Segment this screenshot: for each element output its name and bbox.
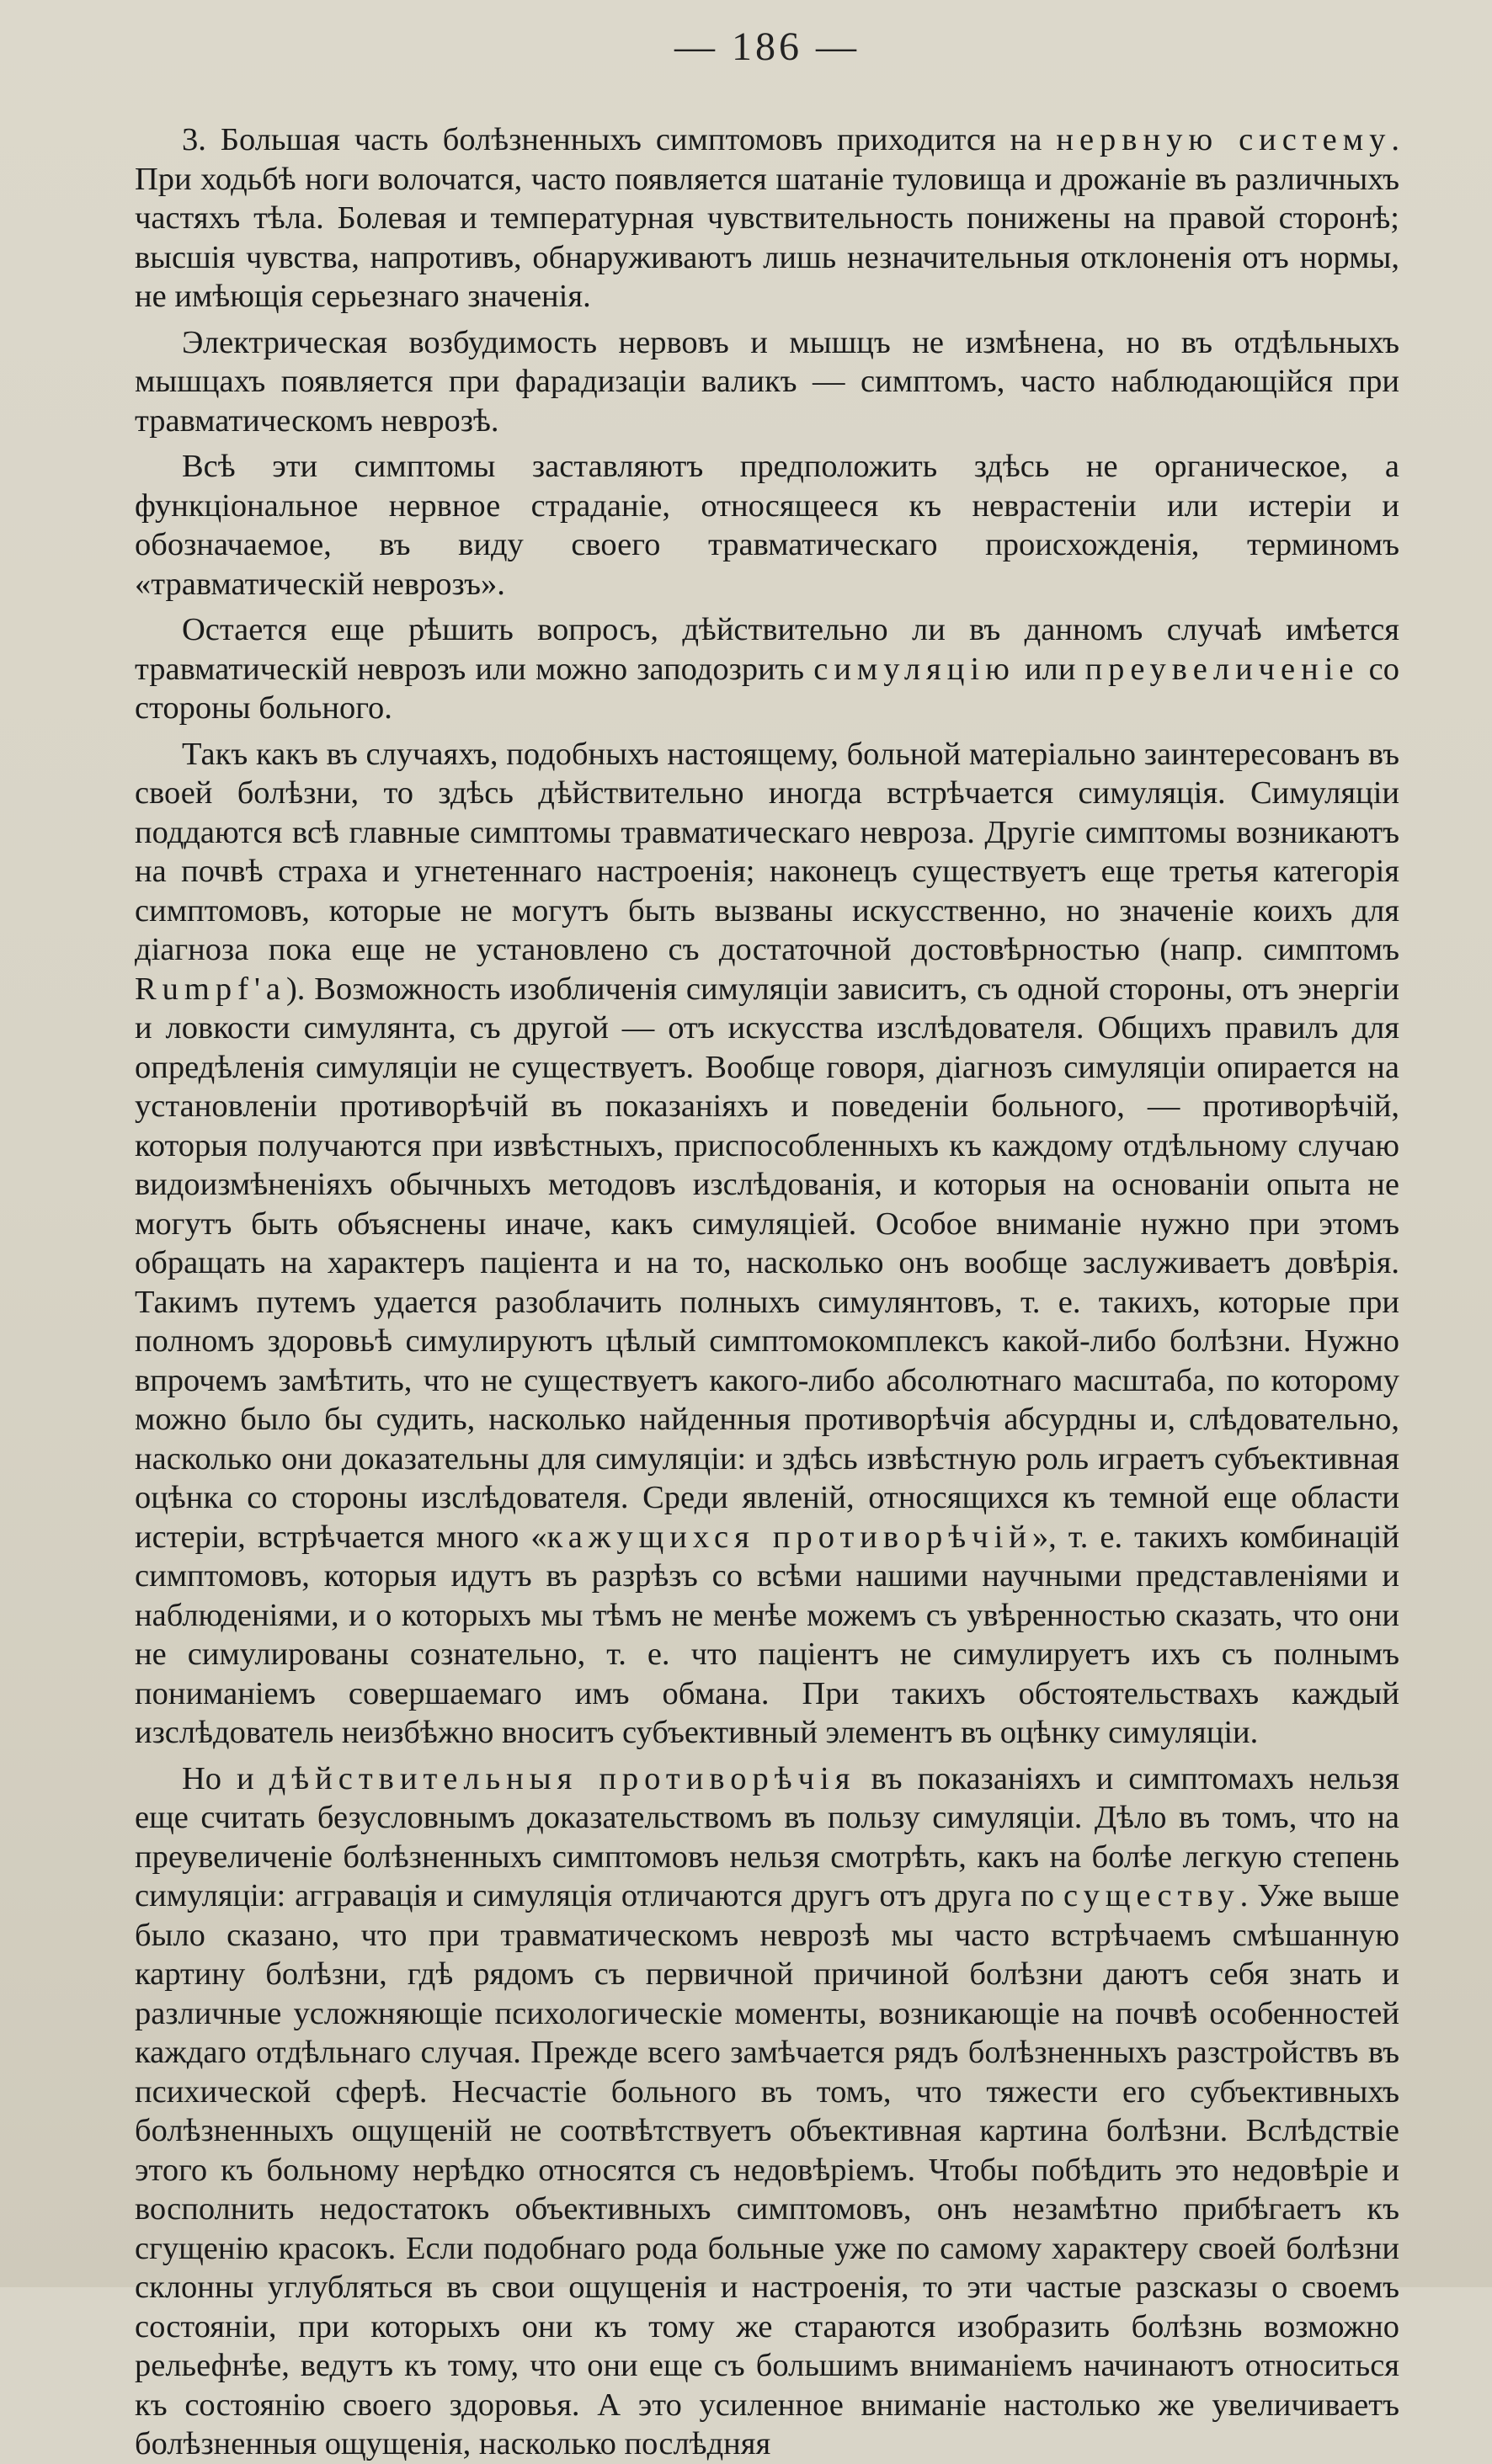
paragraph: Электрическая возбудимость нервовъ и мышцъ не измѣнена, но въ отдѣльныхъ мышцахъ появляется при фарадизаціи валикъ — симптомъ, часто наблюдающійся при травматическомъ неврозѣ. [135,324,1399,439]
spaced-emphasis: дѣйствительныя противорѣчія [269,1760,856,1796]
paragraph: 3. Большая часть болѣзненныхъ симптомовъ приходится на нервную систему. При ходьбѣ ноги волочатся, часто появляется шатаніе туловища и дрожаніе въ различныхъ частяхъ тѣла. Болевая и температурная чувствительность понижены на правой сторонѣ; высшія чувства, напротивъ, обнаруживаютъ лишь незначительныя отклоненія отъ нормы, не имѣющія серьезнаго значенія. [135,122,1399,314]
spaced-emphasis: кажущихся противорѣчій [546,1519,1032,1555]
paragraph: Всѣ эти симптомы заставляютъ предположить здѣсь не органическое, а функціональное нервное страданіе, относящееся къ неврастеніи или истеріи и обозначаемое, въ виду своего травматическаго происхожденія, терминомъ «травматическій неврозъ». [135,449,1399,602]
spaced-emphasis: симуляцію [813,651,1015,687]
spaced-emphasis: преувеличеніе [1084,651,1360,687]
spaced-emphasis: нервную систему [1056,122,1392,157]
page-number: — 186 — [674,24,860,69]
paragraph: Остается еще рѣшить вопросъ, дѣйствительно ли въ данномъ случаѣ имѣется травматическій неврозъ или можно заподозрить симуляцію или преувеличеніе со стороны больного. [135,612,1400,726]
body-text [135,120,1399,2464]
paragraph: Но и дѣйствительныя противорѣчія въ показаніяхъ и симптомахъ нельзя еще считать безусловнымъ доказательствомъ въ пользу симуляціи. Дѣло въ томъ, что на преувеличеніе болѣзненныхъ симптомовъ нельзя смотрѣть, какъ на болѣе легкую степень симуляціи: аггравація и симуляція отличаются другъ отъ друга по существу. Уже выше было сказано, что при травматическомъ неврозѣ мы часто встрѣчаемъ смѣшанную картину болѣзни, гдѣ рядомъ съ первичной причиной болѣзни даютъ себя знать и различные усложняющіе психологическіе моменты, возникающіе на почвѣ особенностей каждаго отдѣльнаго случая. Прежде всего замѣчается рядъ болѣзненныхъ разстройствъ въ психической сферѣ. Несчастіе больного въ томъ, что тяжести его субъективныхъ болѣзненныхъ ощущеній не соотвѣтствуетъ объективная картина болѣзни. Вслѣдствіе этого къ больному нерѣдко относятся съ недовѣріемъ. Чтобы побѣдить это недовѣріе и восполнить недостатокъ объективныхъ симптомовъ, онъ незамѣтно прибѣгаетъ къ сгущенію красокъ. Если подобнаго рода больные уже по самому характеру своей болѣзни склонны углубляться въ свои ощущенія и настроенія, то эти частые разсказы о своемъ состояніи, при которыхъ они къ тому же стараются изобразить болѣзнь возможно рельефнѣе, ведутъ къ тому, что они еще съ большимъ вниманіемъ начинаютъ относиться къ состоянію своего здоровья. А это усиленное вниманіе настолько же увеличиваетъ болѣзненныя ощущенія, насколько послѣдняя [135,1760,1399,2461]
spaced-emphasis: Rumpf'a [135,971,286,1007]
paragraph: Такъ какъ въ случаяхъ, подобныхъ настоящему, больной матеріально заинтересованъ въ своей болѣзни, то здѣсь дѣйствительно иногда встрѣчается симуляція. Симуляціи поддаются всѣ главные симптомы травматическаго невроза. Другіе симптомы возникаютъ на почвѣ страха и угнетеннаго настроенія; наконецъ существуетъ еще третья категорія симптомовъ, которые не могутъ быть вызваны искусственно, но значеніе коихъ для діагноза пока еще не установлено съ достаточной достовѣрностью (напр. симптомъ Rumpf'a). Возможность изобличенія симуляціи зависитъ, съ одной стороны, отъ энергіи и ловкости симулянта, съ другой — отъ искусства изслѣдователя. Общихъ правилъ для опредѣленія симуляціи не существуетъ. Вообще говоря, діагнозъ симуляціи опирается на установленіи противорѣчій въ показаніяхъ и поведеніи больного, — противорѣчій, которыя получаются при извѣстныхъ, приспособленныхъ къ каждому отдѣльному случаю видоизмѣненіяхъ обычныхъ методовъ изслѣдованія, и которыя на основаніи опыта не могутъ быть объяснены иначе, какъ симуляціей. Особое вниманіе нужно при этомъ обращать на характеръ паціента и на то, насколько онъ вообще заслуживаетъ довѣрія. Такимъ путемъ удается разоблачить полныхъ симулянтовъ, т. е. такихъ, которые при полномъ здоровьѣ симулируютъ цѣлый симптомокомплексъ какой-либо болѣзни. Нужно впрочемъ замѣтить, что не существуетъ какого-либо абсолютнаго масштаба, по которому можно было бы судить, насколько найденныя противорѣчія абсурдны и, слѣдовательно, насколько они доказательны для симуляціи: и здѣсь извѣстную роль играетъ субъективная оцѣнка со стороны изслѣдователя. Среди явленій, относящихся къ темной еще области истеріи, встрѣчается много «кажущихся противорѣчій», т. е. такихъ комбинацій симптомовъ, которыя идутъ въ разрѣзъ со всѣми нашими научными представленіями и наблюденіями, и о которыхъ мы тѣмъ не менѣе можемъ съ увѣренностью сказать, что они не симулированы сознательно, т. е. что паціентъ не симулируетъ ихъ съ полнымъ пониманіемъ совершаемаго имъ обмана. При такихъ обстоятельствахъ каждый изслѣдователь неизбѣжно вноситъ субъективный элементъ въ оцѣнку симуляціи. [135,736,1399,1750]
spaced-emphasis: существу [1063,1878,1240,1913]
